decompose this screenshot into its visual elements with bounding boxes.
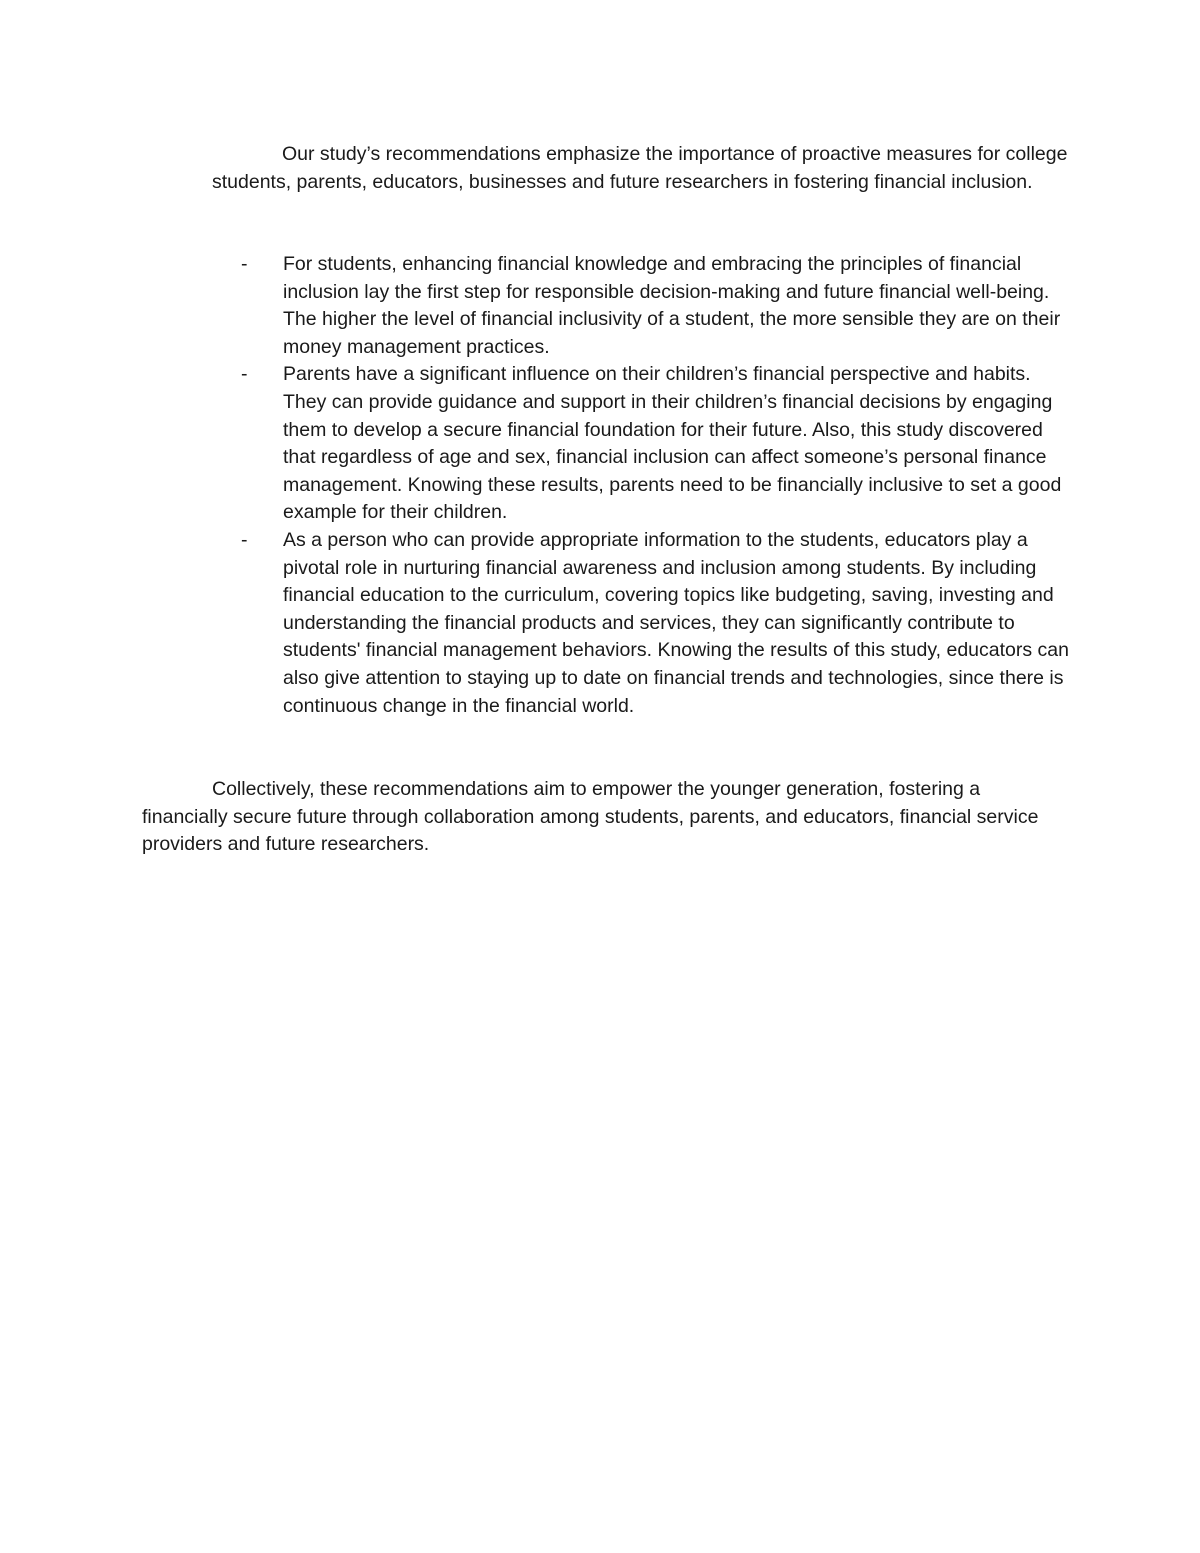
- recommendation-parents: [241, 361, 1071, 527]
- recommendation-text: Parents have a significant influence on their children’s financial perspective and habits. They can provide guidance and support in their children’s financial decisions by engaging them to develop a secure financial foundation for their future. Also, this study discovered that regardless of age and sex, financial inclusion can affect someone’s personal finance management. Knowing these results, parents need to be financially inclusive to set a good example for their children.: [283, 363, 1062, 524]
- intro-text: Our study’s recommendations emphasize the importance of proactive measures for college students, parents, educators, businesses and future researchers in fostering financial inclusion.: [212, 143, 1068, 193]
- recommendation-students: [241, 251, 1071, 361]
- recommendation-text: For students, enhancing financial knowledge and embracing the principles of financial inclusion lay the first step for responsible decision-making and future financial well-being. The higher the level of financial inclusivity of a student, the more sensible they are on their money management practices.: [283, 253, 1061, 358]
- bullet-dash: -: [241, 253, 248, 275]
- conclusion-text: Collectively, these recommendations aim to empower the younger generation, fostering a financially secure future through collaboration among students, parents, and educators, financial service providers and future researchers.: [142, 778, 1039, 856]
- conclusion-paragraph: [142, 776, 1042, 859]
- recommendation-educators: [241, 527, 1071, 720]
- bullet-dash: -: [241, 363, 248, 386]
- intro-paragraph: [212, 141, 1072, 196]
- recommendation-text: As a person who can provide appropriate information to the students, educators play a pivotal role in nurturing financial awareness and inclusion among students. By including financial education to the curriculum, covering topics like budgeting, saving, investing and understanding the financial products and services, they can significantly contribute to students' financial management behaviors. Knowing the results of this study, educators can also give attention to staying up to date on financial trends and technologies, since there is continuous change in the financial world.: [283, 528, 1069, 717]
- recommendations-list: [241, 251, 1071, 720]
- bullet-dash: -: [241, 528, 248, 551]
